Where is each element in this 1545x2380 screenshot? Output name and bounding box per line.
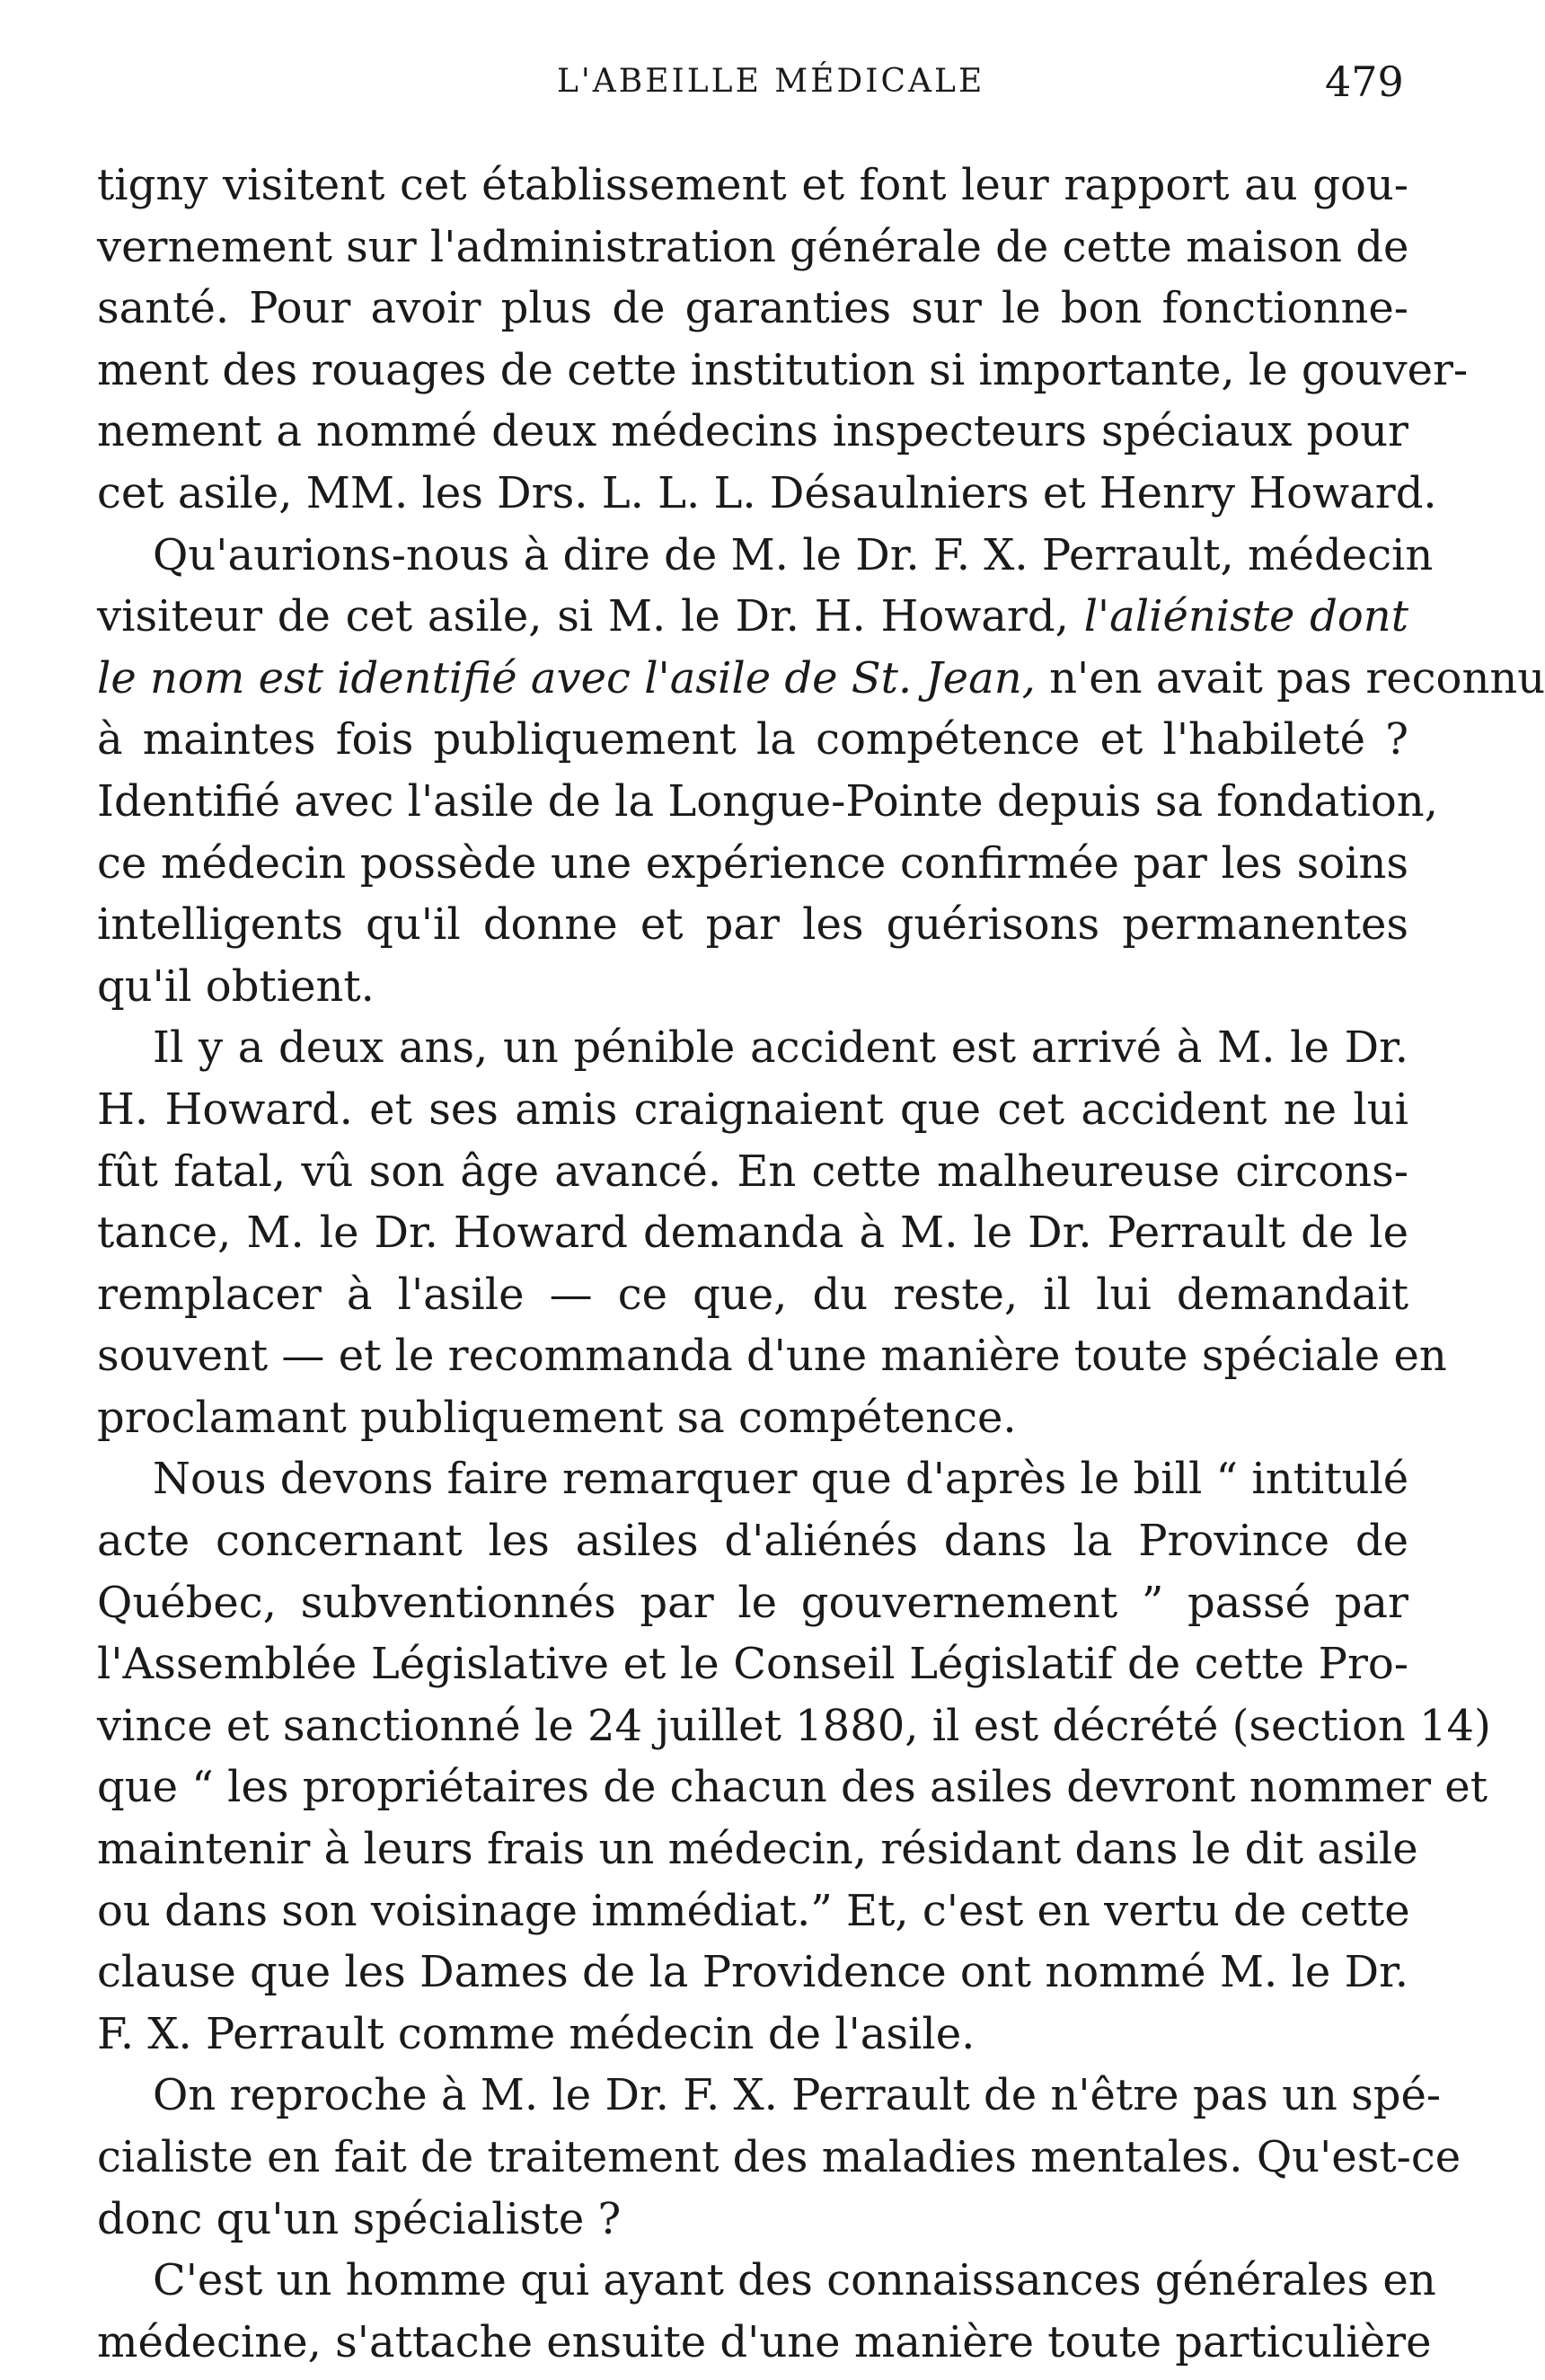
text-line: vince et sanctionné le 24 juillet 1880, il est décrété (section 14) bbox=[97, 1700, 1491, 1751]
text-line: C'est un homme qui ayant des connaissances générales en bbox=[153, 2255, 1436, 2306]
text-segment: visiteur de cet asile, si M. le Dr. H. Howard, bbox=[97, 591, 1069, 642]
text-line bbox=[97, 586, 1408, 648]
text-line: F. X. Perrault comme médecin de l'asile. bbox=[97, 2008, 976, 2059]
text-line: acte concernant les asiles d'aliénés dans la Province de bbox=[97, 1516, 1408, 1567]
running-title: L'ABEILLE MÉDICALE bbox=[557, 63, 985, 100]
text-line: Québec, subventionnés par le gouvernement ” passé par bbox=[97, 1577, 1408, 1628]
text-line: proclamant publiquement sa compétence. bbox=[97, 1392, 1017, 1443]
text-line: que “ les propriétaires de chacun des asiles devront nommer et bbox=[97, 1762, 1488, 1813]
text-line: santé. Pour avoir plus de garanties sur le bon fonctionne- bbox=[97, 283, 1408, 334]
text-line: Identifié avec l'asile de la Longue-Pointe depuis sa fondation, bbox=[97, 775, 1438, 827]
page-number: 479 bbox=[1325, 58, 1404, 106]
text-line: Nous devons faire remarquer que d'après le bill “ intitulé bbox=[153, 1454, 1409, 1505]
text-line: clause que les Dames de la Providence ont nommé M. le Dr. bbox=[97, 1947, 1408, 1998]
text-line: l'Assemblée Législative et le Conseil Législatif de cette Pro- bbox=[97, 1639, 1408, 1690]
text-line: H. Howard. et ses amis craignaient que cet accident ne lui bbox=[97, 1084, 1408, 1135]
text-line: ce médecin possède une expérience confirmée par les soins bbox=[97, 837, 1408, 889]
text-line: ment des rouages de cette institution si importante, le gouver- bbox=[97, 344, 1469, 395]
text-line: cet asile, MM. les Drs. L. L. L. Désaulniers et Henry Howard. bbox=[97, 467, 1437, 518]
text-line: maintenir à leurs frais un médecin, résidant dans le dit asile bbox=[97, 1824, 1418, 1875]
text-line: On reproche à M. le Dr. F. X. Perrault de n'être pas un spé- bbox=[153, 2070, 1442, 2121]
italic-quote: le nom est identifié avec l'asile de St. Jean, bbox=[97, 652, 1036, 703]
text-line: tance, M. le Dr. Howard demanda à M. le Dr. Perrault de le bbox=[97, 1208, 1408, 1259]
text-line: fût fatal, vû son âge avancé. En cette malheureuse circons- bbox=[97, 1146, 1408, 1197]
text-line: Qu'aurions-nous à dire de M. le Dr. F. X. Perrault, médecin bbox=[153, 529, 1434, 580]
text-line: donc qu'un spécialiste ? bbox=[97, 2193, 622, 2244]
text-line: tigny visitent cet établissement et font leur rapport au gou- bbox=[97, 160, 1408, 210]
text-line: remplacer à l'asile — ce que, du reste, il lui demandait bbox=[97, 1269, 1408, 1320]
italic-quote: l'aliéniste dont bbox=[1083, 591, 1408, 642]
text-line: à maintes fois publiquement la compétence et l'habileté ? bbox=[97, 714, 1408, 765]
running-head bbox=[0, 58, 1506, 117]
text-line bbox=[97, 648, 1545, 710]
text-line: médecine, s'attache ensuite d'une manière toute particulière bbox=[97, 2316, 1432, 2367]
text-line: souvent — et le recommanda d'une manière toute spéciale en bbox=[97, 1331, 1447, 1382]
text-line: vernement sur l'administration générale de cette maison de bbox=[97, 221, 1409, 272]
text-line: cialiste en fait de traitement des maladies mentales. Qu'est-ce bbox=[97, 2132, 1461, 2182]
text-line: qu'il obtient. bbox=[97, 960, 375, 1012]
text-line: Il y a deux ans, un pénible accident est arrivé à M. le Dr. bbox=[153, 1022, 1408, 1074]
text-line: intelligents qu'il donne et par les guérisons permanentes bbox=[97, 899, 1408, 951]
text-line: ou dans son voisinage immédiat.” Et, c'est en vertu de cette bbox=[97, 1885, 1410, 1936]
body-text bbox=[97, 155, 1545, 2373]
text-segment: n'en avait pas reconnu bbox=[1049, 652, 1545, 703]
text-line: nement a nommé deux médecins inspecteurs spéciaux pour bbox=[97, 406, 1408, 457]
